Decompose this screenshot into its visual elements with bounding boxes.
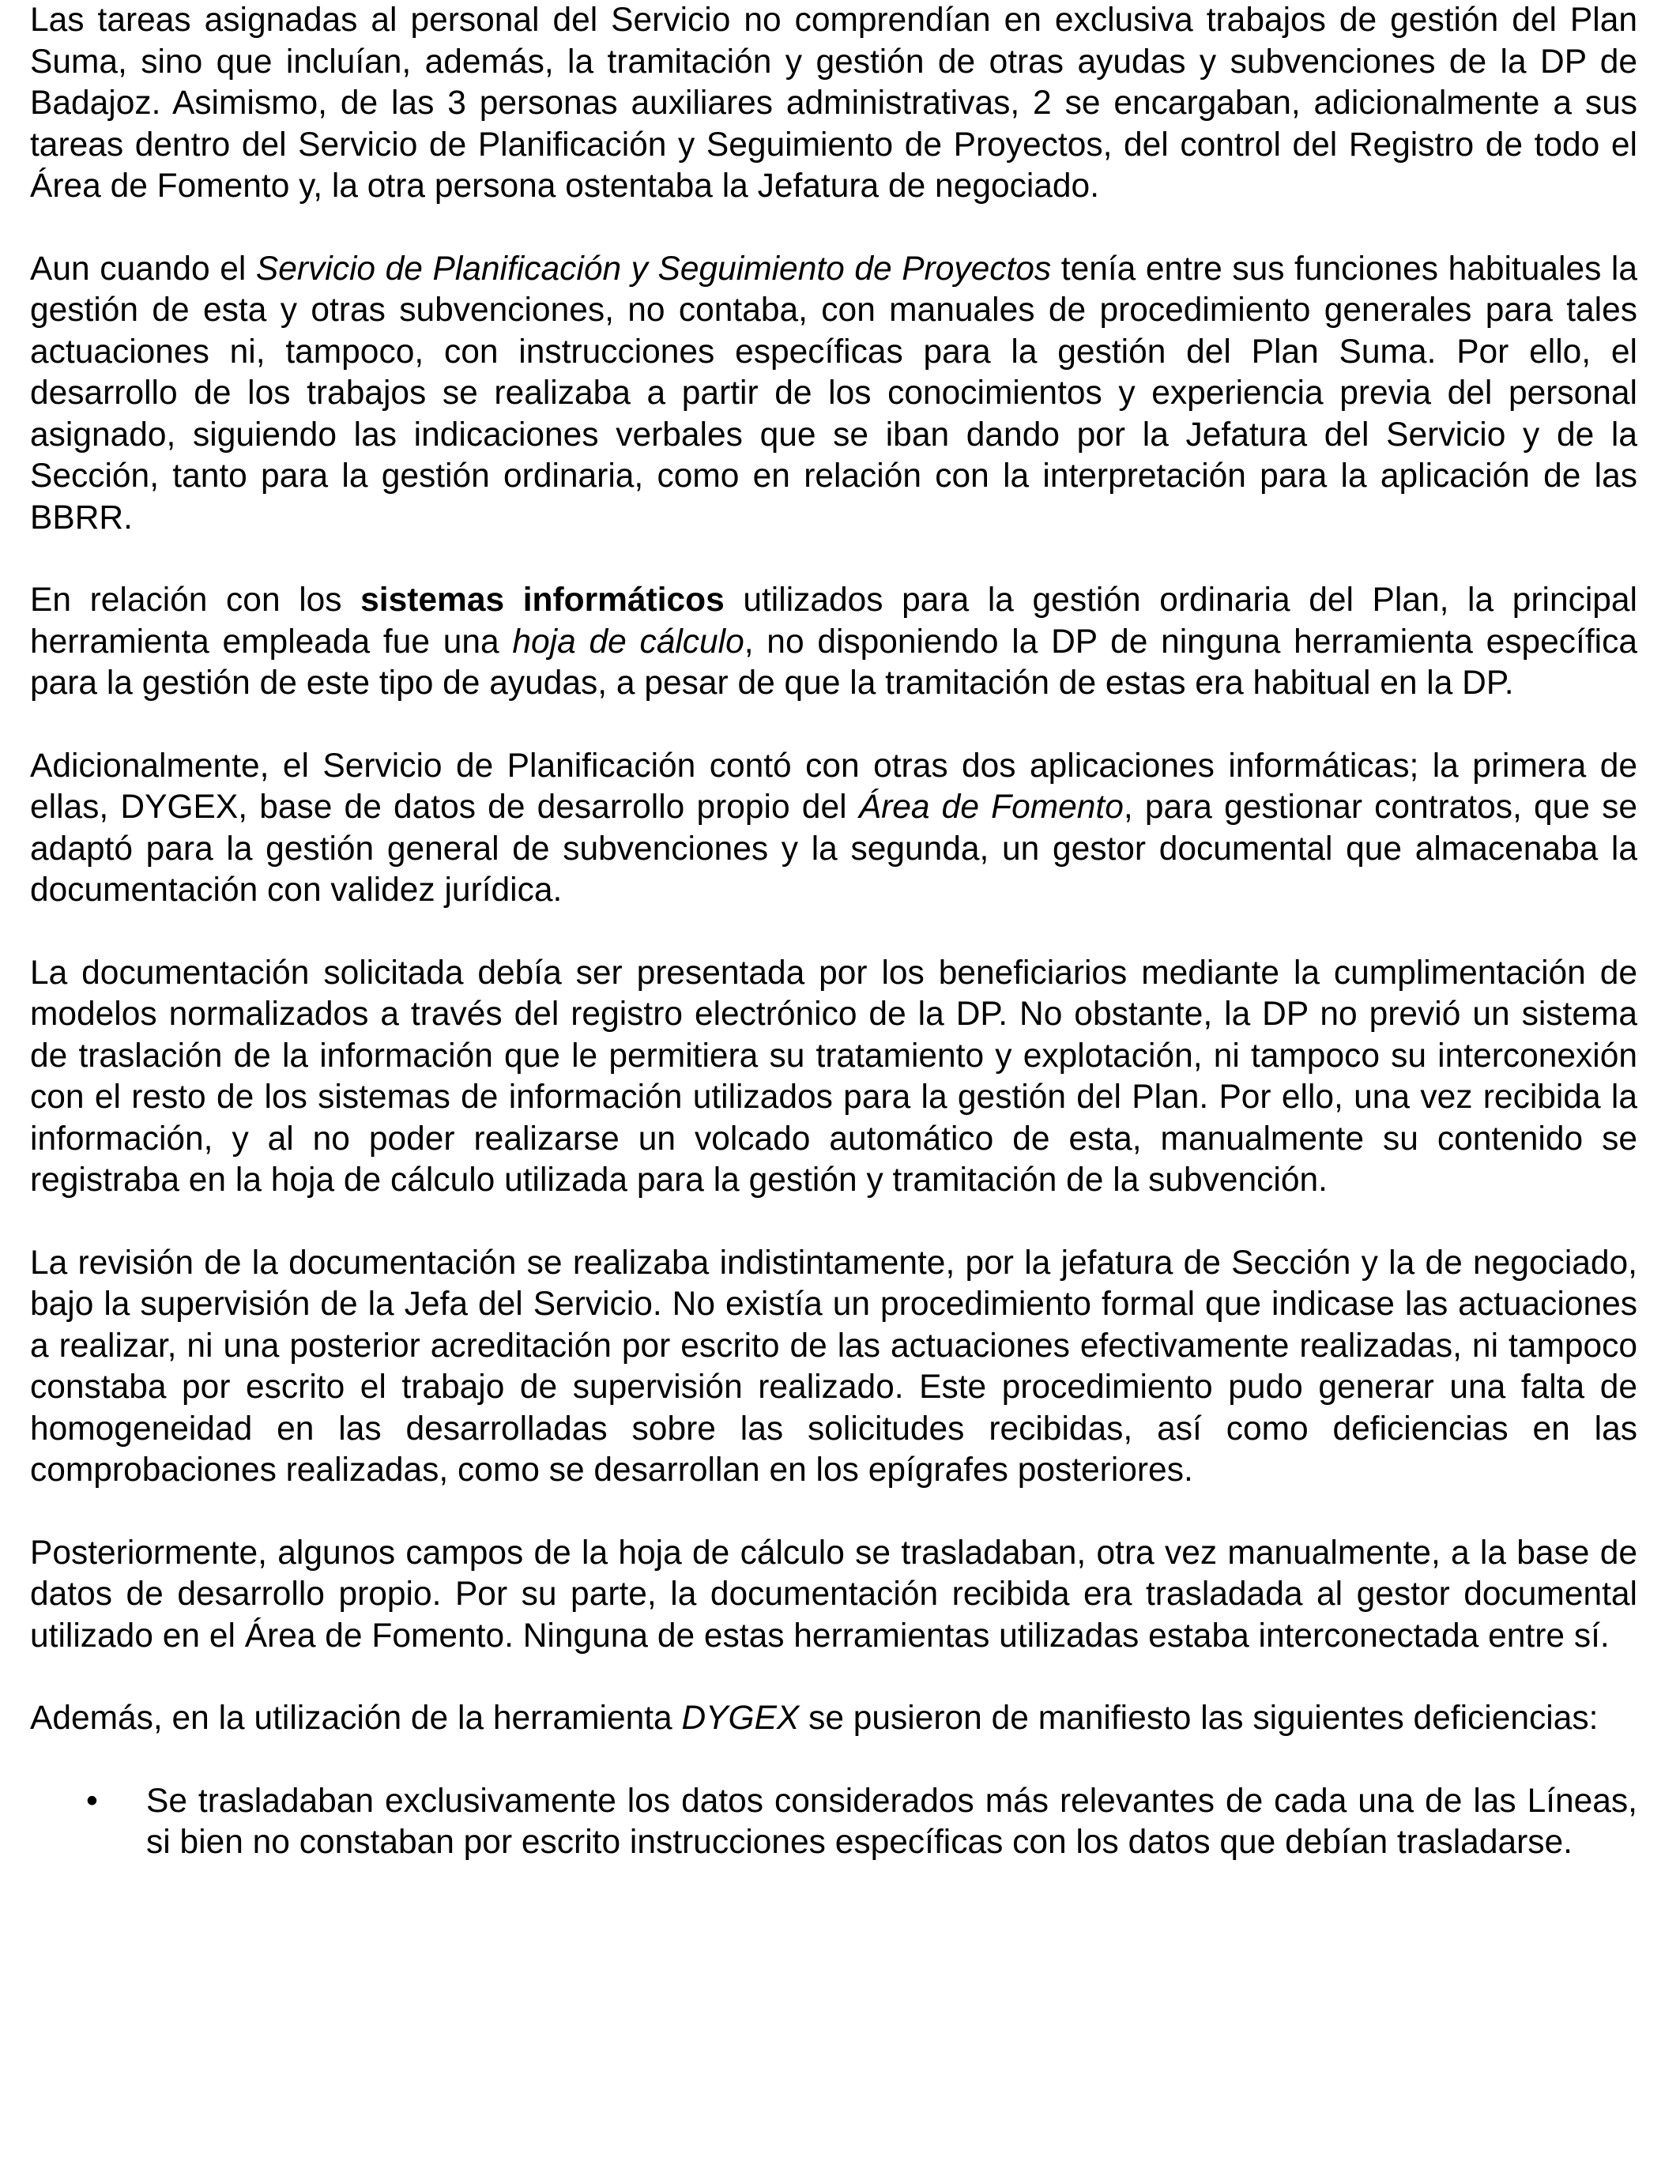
list-item-text: Se trasladaban exclusivamente los datos considerados más relevantes de cada una de las Líneas, si bien no constaban por escrito instrucciones específicas con los datos que debían trasladarse. — [146, 1782, 1637, 1861]
text-segment: Además, en la utilización de la herramienta — [30, 1700, 682, 1737]
paragraph-dygex-intro — [30, 1698, 1637, 1740]
italic-dygex: DYGEX — [681, 1700, 800, 1737]
text-segment: Adicionalmente, el Servicio de Planificación contó con otras dos aplicaciones informáticas; la primera de ellas, DYGEX, base de datos de desarrollo propio del — [30, 747, 1637, 826]
paragraph-it-systems — [30, 580, 1637, 705]
paragraph-staff-tasks: Las tareas asignadas al personal del Servicio no comprendían en exclusiva trabajos de gestión del Plan Suma, sino que incluían, además, la tramitación y gestión de otras ayudas y subvenciones de la DP de Badajoz. Asimismo, de las 3 personas auxiliares administrativas, 2 se encargaban, adicionalmente a sus tareas dentro del Servicio de Planificación y Seguimiento de Proyectos, del control del Registro de todo el Área de Fomento y, la otra persona ostentaba la Jefatura de negociado. — [30, 2, 1637, 205]
italic-area-fomento: Área de Fomento — [858, 789, 1124, 826]
paragraph-applications — [30, 746, 1637, 912]
text-segment: , no disponiendo la DP de ninguna herramienta específica para la gestión de este tipo de ayudas, a pesar de que la tramitación de estas era habitual en la DP. — [30, 623, 1637, 702]
bold-it-systems: sistemas informáticos — [360, 582, 725, 619]
paragraph-procedures — [30, 249, 1637, 540]
italic-service-name: Servicio de Planificación y Seguimiento de Proyectos — [255, 250, 1052, 288]
text-segment: utilizados para la gestión ordinaria del Plan, la principal herramienta empleada fue una — [30, 582, 1637, 661]
text-segment: Aun cuando el — [30, 250, 256, 288]
italic-spreadsheet: hoja de cálculo — [512, 623, 744, 661]
deficiency-list — [30, 1781, 1637, 1864]
paragraph-review: La revisión de la documentación se realizaba indistintamente, por la jefatura de Sección y la de negociado, bajo la supervisión de la Jefa del Servicio. No existía un procedimiento formal que indicase las actuaciones a realizar, ni una posterior acreditación por escrito de las actuaciones efectivamente realizadas, ni tampoco constaba por escrito el trabajo de supervisión realizado. Este procedimiento pudo generar una falta de homogeneidad en las desarrolladas sobre las solicitudes recibidas, así como deficiencias en las comprobaciones realizadas, como se desarrollan en los epígrafes posteriores. — [30, 1244, 1637, 1489]
text-segment: tenía entre sus funciones habituales la gestión de esta y otras subvenciones, no contaba, con manuales de procedimiento generales para tales actuaciones ni, tampoco, con instrucciones específicas para la gestión del Plan Suma. Por ello, el desarrollo de los trabajos se realizaba a partir de los conocimientos y experiencia previa del personal asignado, siguiendo las indicaciones verbales que se iban dando por la Jefatura del Servicio y de la Sección, tanto para la gestión ordinaria, como en relación con la interpretación para la aplicación de las BBRR. — [30, 250, 1637, 537]
text-segment: se pusieron de manifiesto las siguientes deficiencias: — [799, 1700, 1599, 1737]
bullet-icon: • — [86, 1782, 98, 1820]
list-item — [30, 1781, 1637, 1864]
text-segment: En relación con los — [30, 582, 361, 619]
text-segment: , para gestionar contratos, que se adaptó para la gestión general de subvenciones y la segunda, un gestor documental que almacenaba la documentación con validez jurídica. — [30, 789, 1637, 909]
paragraph-documentation: La documentación solicitada debía ser presentada por los beneficiarios mediante la cumplimentación de modelos normalizados a través del registro electrónico de la DP. No obstante, la DP no previó un sistema de traslación de la información que le permitiera su tratamiento y explotación, ni tampoco su interconexión con el resto de los sistemas de información utilizados para la gestión del Plan. Por ello, una vez recibida la información, y al no poder realizarse un volcado automático de esta, manualmente su contenido se registraba en la hoja de cálculo utilizada para la gestión y tramitación de la subvención. — [30, 954, 1637, 1199]
paragraph-transfer: Posteriormente, algunos campos de la hoja de cálculo se trasladaban, otra vez manualmente, a la base de datos de desarrollo propio. Por su parte, la documentación recibida era trasladada al gestor documental utilizado en el Área de Fomento. Ninguna de estas herramientas utilizadas estaba interconectada entre sí. — [30, 1534, 1637, 1655]
document-page — [30, 0, 1637, 1864]
